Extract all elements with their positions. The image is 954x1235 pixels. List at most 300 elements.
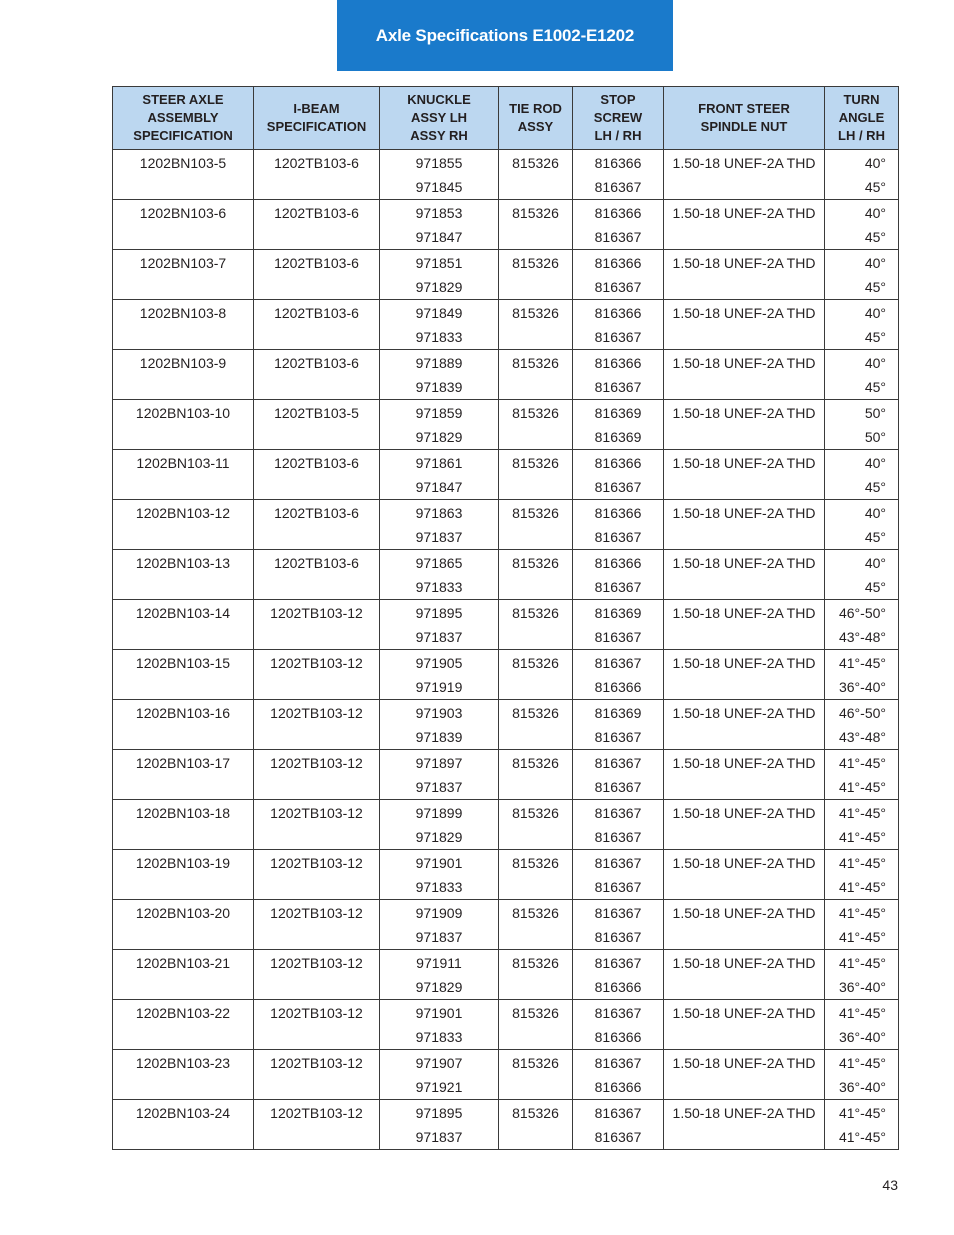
table-row bbox=[113, 250, 899, 276]
header-knuckle: KNUCKLE ASSY LH ASSY RH bbox=[380, 87, 499, 150]
stop-screw-lh-cell: 816366 bbox=[573, 150, 664, 176]
stop-screw-lh-cell: 816366 bbox=[573, 350, 664, 376]
knuckle-rh-cell: 971829 bbox=[380, 825, 499, 850]
turn-angle-lh-cell: 41°-45° bbox=[825, 900, 899, 926]
i-beam-cell-empty bbox=[254, 975, 380, 1000]
i-beam-cell-empty bbox=[254, 875, 380, 900]
i-beam-cell: 1202TB103-12 bbox=[254, 950, 380, 976]
tie-rod-cell: 815326 bbox=[499, 450, 573, 476]
turn-angle-rh-cell: 41°-45° bbox=[825, 775, 899, 800]
table-row bbox=[113, 200, 899, 226]
tie-rod-cell: 815326 bbox=[499, 400, 573, 426]
i-beam-cell-empty bbox=[254, 475, 380, 500]
assembly-cell-empty bbox=[113, 775, 254, 800]
assembly-cell-empty bbox=[113, 975, 254, 1000]
tie-rod-cell-empty bbox=[499, 825, 573, 850]
tie-rod-cell-empty bbox=[499, 225, 573, 250]
spindle-nut-cell-empty bbox=[664, 775, 825, 800]
tie-rod-cell: 815326 bbox=[499, 200, 573, 226]
spindle-nut-cell-empty bbox=[664, 1025, 825, 1050]
turn-angle-lh-cell: 41°-45° bbox=[825, 850, 899, 876]
turn-angle-lh-cell: 41°-45° bbox=[825, 750, 899, 776]
assembly-cell: 1202BN103-24 bbox=[113, 1100, 254, 1126]
i-beam-cell: 1202TB103-6 bbox=[254, 450, 380, 476]
tie-rod-cell-empty bbox=[499, 175, 573, 200]
table-row bbox=[113, 300, 899, 326]
table-row-continuation bbox=[113, 1125, 899, 1150]
spindle-nut-cell: 1.50-18 UNEF-2A THD bbox=[664, 1000, 825, 1026]
spindle-nut-cell: 1.50-18 UNEF-2A THD bbox=[664, 300, 825, 326]
i-beam-cell: 1202TB103-12 bbox=[254, 600, 380, 626]
table-row-continuation bbox=[113, 325, 899, 350]
turn-angle-lh-cell: 41°-45° bbox=[825, 950, 899, 976]
stop-screw-rh-cell: 816367 bbox=[573, 475, 664, 500]
assembly-cell-empty bbox=[113, 575, 254, 600]
spindle-nut-cell-empty bbox=[664, 475, 825, 500]
spindle-nut-cell: 1.50-18 UNEF-2A THD bbox=[664, 250, 825, 276]
assembly-cell-empty bbox=[113, 925, 254, 950]
table-row-continuation bbox=[113, 775, 899, 800]
i-beam-cell-empty bbox=[254, 575, 380, 600]
knuckle-rh-cell: 971839 bbox=[380, 375, 499, 400]
tie-rod-cell-empty bbox=[499, 1025, 573, 1050]
table-row-continuation bbox=[113, 1025, 899, 1050]
tie-rod-cell-empty bbox=[499, 1125, 573, 1150]
i-beam-cell: 1202TB103-6 bbox=[254, 500, 380, 526]
spindle-nut-cell: 1.50-18 UNEF-2A THD bbox=[664, 700, 825, 726]
spindle-nut-cell-empty bbox=[664, 225, 825, 250]
stop-screw-lh-cell: 816369 bbox=[573, 700, 664, 726]
stop-screw-lh-cell: 816366 bbox=[573, 500, 664, 526]
i-beam-cell: 1202TB103-6 bbox=[254, 550, 380, 576]
table-row bbox=[113, 850, 899, 876]
table-row-continuation bbox=[113, 225, 899, 250]
stop-screw-rh-cell: 816367 bbox=[573, 825, 664, 850]
turn-angle-lh-cell: 41°-45° bbox=[825, 800, 899, 826]
knuckle-rh-cell: 971837 bbox=[380, 625, 499, 650]
tie-rod-cell-empty bbox=[499, 425, 573, 450]
table-row-continuation bbox=[113, 625, 899, 650]
stop-screw-lh-cell: 816369 bbox=[573, 400, 664, 426]
spindle-nut-cell-empty bbox=[664, 675, 825, 700]
tie-rod-cell-empty bbox=[499, 925, 573, 950]
table-row bbox=[113, 900, 899, 926]
knuckle-lh-cell: 971903 bbox=[380, 700, 499, 726]
stop-screw-lh-cell: 816367 bbox=[573, 650, 664, 676]
assembly-cell-empty bbox=[113, 325, 254, 350]
table-row-continuation bbox=[113, 725, 899, 750]
spindle-nut-cell-empty bbox=[664, 825, 825, 850]
tie-rod-cell-empty bbox=[499, 375, 573, 400]
turn-angle-rh-cell: 41°-45° bbox=[825, 1125, 899, 1150]
tie-rod-cell: 815326 bbox=[499, 900, 573, 926]
spindle-nut-cell-empty bbox=[664, 325, 825, 350]
knuckle-lh-cell: 971901 bbox=[380, 850, 499, 876]
stop-screw-rh-cell: 816366 bbox=[573, 1025, 664, 1050]
stop-screw-lh-cell: 816369 bbox=[573, 600, 664, 626]
turn-angle-rh-cell: 45° bbox=[825, 175, 899, 200]
stop-screw-lh-cell: 816367 bbox=[573, 1000, 664, 1026]
table-body bbox=[113, 150, 899, 1150]
tie-rod-cell: 815326 bbox=[499, 150, 573, 176]
table-row bbox=[113, 750, 899, 776]
stop-screw-rh-cell: 816366 bbox=[573, 1075, 664, 1100]
spindle-nut-cell: 1.50-18 UNEF-2A THD bbox=[664, 350, 825, 376]
assembly-cell-empty bbox=[113, 1125, 254, 1150]
tie-rod-cell: 815326 bbox=[499, 600, 573, 626]
turn-angle-rh-cell: 36°-40° bbox=[825, 675, 899, 700]
i-beam-cell: 1202TB103-12 bbox=[254, 900, 380, 926]
assembly-cell-empty bbox=[113, 475, 254, 500]
spindle-nut-cell: 1.50-18 UNEF-2A THD bbox=[664, 650, 825, 676]
table-row-continuation bbox=[113, 1075, 899, 1100]
assembly-cell-empty bbox=[113, 275, 254, 300]
turn-angle-lh-cell: 46°-50° bbox=[825, 700, 899, 726]
stop-screw-lh-cell: 816366 bbox=[573, 300, 664, 326]
assembly-cell: 1202BN103-12 bbox=[113, 500, 254, 526]
turn-angle-rh-cell: 41°-45° bbox=[825, 925, 899, 950]
i-beam-cell-empty bbox=[254, 675, 380, 700]
assembly-cell-empty bbox=[113, 625, 254, 650]
assembly-cell: 1202BN103-17 bbox=[113, 750, 254, 776]
i-beam-cell-empty bbox=[254, 825, 380, 850]
page-title bbox=[337, 0, 673, 71]
i-beam-cell: 1202TB103-12 bbox=[254, 1000, 380, 1026]
table-row-continuation bbox=[113, 925, 899, 950]
axle-spec-table bbox=[112, 86, 899, 1150]
knuckle-rh-cell: 971829 bbox=[380, 975, 499, 1000]
turn-angle-rh-cell: 45° bbox=[825, 475, 899, 500]
assembly-cell-empty bbox=[113, 375, 254, 400]
tie-rod-cell: 815326 bbox=[499, 250, 573, 276]
assembly-cell-empty bbox=[113, 225, 254, 250]
knuckle-lh-cell: 971855 bbox=[380, 150, 499, 176]
stop-screw-rh-cell: 816367 bbox=[573, 875, 664, 900]
assembly-cell-empty bbox=[113, 425, 254, 450]
tie-rod-cell: 815326 bbox=[499, 1100, 573, 1126]
knuckle-lh-cell: 971853 bbox=[380, 200, 499, 226]
header-turn-angle: TURN ANGLE LH / RH bbox=[825, 87, 899, 150]
stop-screw-lh-cell: 816367 bbox=[573, 950, 664, 976]
turn-angle-rh-cell: 45° bbox=[825, 225, 899, 250]
knuckle-rh-cell: 971837 bbox=[380, 525, 499, 550]
table-row-continuation bbox=[113, 575, 899, 600]
table-row-continuation bbox=[113, 875, 899, 900]
knuckle-lh-cell: 971899 bbox=[380, 800, 499, 826]
table-row-continuation bbox=[113, 475, 899, 500]
stop-screw-rh-cell: 816366 bbox=[573, 975, 664, 1000]
assembly-cell-empty bbox=[113, 1075, 254, 1100]
page-number: 43 bbox=[882, 1177, 898, 1193]
turn-angle-rh-cell: 50° bbox=[825, 425, 899, 450]
turn-angle-lh-cell: 41°-45° bbox=[825, 1050, 899, 1076]
stop-screw-lh-cell: 816366 bbox=[573, 450, 664, 476]
knuckle-rh-cell: 971847 bbox=[380, 475, 499, 500]
i-beam-cell-empty bbox=[254, 925, 380, 950]
spindle-nut-cell: 1.50-18 UNEF-2A THD bbox=[664, 400, 825, 426]
assembly-cell: 1202BN103-5 bbox=[113, 150, 254, 176]
assembly-cell: 1202BN103-15 bbox=[113, 650, 254, 676]
i-beam-cell-empty bbox=[254, 325, 380, 350]
tie-rod-cell-empty bbox=[499, 775, 573, 800]
i-beam-cell-empty bbox=[254, 175, 380, 200]
tie-rod-cell-empty bbox=[499, 975, 573, 1000]
assembly-cell: 1202BN103-22 bbox=[113, 1000, 254, 1026]
tie-rod-cell-empty bbox=[499, 525, 573, 550]
i-beam-cell: 1202TB103-5 bbox=[254, 400, 380, 426]
knuckle-lh-cell: 971849 bbox=[380, 300, 499, 326]
knuckle-rh-cell: 971919 bbox=[380, 675, 499, 700]
i-beam-cell-empty bbox=[254, 1025, 380, 1050]
assembly-cell: 1202BN103-6 bbox=[113, 200, 254, 226]
assembly-cell-empty bbox=[113, 1025, 254, 1050]
stop-screw-rh-cell: 816367 bbox=[573, 725, 664, 750]
spindle-nut-cell-empty bbox=[664, 1125, 825, 1150]
stop-screw-rh-cell: 816367 bbox=[573, 175, 664, 200]
stop-screw-rh-cell: 816367 bbox=[573, 575, 664, 600]
spindle-nut-cell-empty bbox=[664, 875, 825, 900]
stop-screw-rh-cell: 816367 bbox=[573, 225, 664, 250]
i-beam-cell: 1202TB103-12 bbox=[254, 750, 380, 776]
i-beam-cell-empty bbox=[254, 625, 380, 650]
assembly-cell-empty bbox=[113, 175, 254, 200]
turn-angle-lh-cell: 40° bbox=[825, 150, 899, 176]
knuckle-rh-cell: 971829 bbox=[380, 275, 499, 300]
spindle-nut-cell-empty bbox=[664, 375, 825, 400]
spindle-nut-cell: 1.50-18 UNEF-2A THD bbox=[664, 500, 825, 526]
tie-rod-cell: 815326 bbox=[499, 850, 573, 876]
spindle-nut-cell-empty bbox=[664, 275, 825, 300]
i-beam-cell: 1202TB103-12 bbox=[254, 1050, 380, 1076]
tie-rod-cell: 815326 bbox=[499, 500, 573, 526]
i-beam-cell-empty bbox=[254, 525, 380, 550]
table-row-continuation bbox=[113, 975, 899, 1000]
stop-screw-lh-cell: 816367 bbox=[573, 1050, 664, 1076]
knuckle-rh-cell: 971839 bbox=[380, 725, 499, 750]
i-beam-cell-empty bbox=[254, 775, 380, 800]
spindle-nut-cell-empty bbox=[664, 975, 825, 1000]
table-row bbox=[113, 1000, 899, 1026]
i-beam-cell-empty bbox=[254, 275, 380, 300]
tie-rod-cell-empty bbox=[499, 725, 573, 750]
table-row-continuation bbox=[113, 675, 899, 700]
table-row bbox=[113, 600, 899, 626]
knuckle-rh-cell: 971845 bbox=[380, 175, 499, 200]
stop-screw-lh-cell: 816367 bbox=[573, 800, 664, 826]
table-row bbox=[113, 650, 899, 676]
i-beam-cell-empty bbox=[254, 1125, 380, 1150]
knuckle-rh-cell: 971833 bbox=[380, 875, 499, 900]
tie-rod-cell: 815326 bbox=[499, 1050, 573, 1076]
knuckle-lh-cell: 971859 bbox=[380, 400, 499, 426]
turn-angle-rh-cell: 41°-45° bbox=[825, 875, 899, 900]
stop-screw-rh-cell: 816367 bbox=[573, 325, 664, 350]
table-row-continuation bbox=[113, 275, 899, 300]
header-i-beam: I-BEAM SPECIFICATION bbox=[254, 87, 380, 150]
tie-rod-cell-empty bbox=[499, 475, 573, 500]
spindle-nut-cell: 1.50-18 UNEF-2A THD bbox=[664, 600, 825, 626]
table-row bbox=[113, 800, 899, 826]
tie-rod-cell: 815326 bbox=[499, 300, 573, 326]
knuckle-lh-cell: 971895 bbox=[380, 600, 499, 626]
stop-screw-lh-cell: 816366 bbox=[573, 200, 664, 226]
turn-angle-lh-cell: 41°-45° bbox=[825, 1100, 899, 1126]
assembly-cell: 1202BN103-7 bbox=[113, 250, 254, 276]
turn-angle-rh-cell: 45° bbox=[825, 275, 899, 300]
stop-screw-rh-cell: 816367 bbox=[573, 525, 664, 550]
knuckle-rh-cell: 971847 bbox=[380, 225, 499, 250]
i-beam-cell: 1202TB103-6 bbox=[254, 150, 380, 176]
i-beam-cell-empty bbox=[254, 425, 380, 450]
assembly-cell: 1202BN103-21 bbox=[113, 950, 254, 976]
tie-rod-cell-empty bbox=[499, 625, 573, 650]
turn-angle-lh-cell: 41°-45° bbox=[825, 650, 899, 676]
turn-angle-rh-cell: 45° bbox=[825, 375, 899, 400]
page-title-text: Axle Specifications E1002-E1202 bbox=[375, 25, 635, 45]
turn-angle-rh-cell: 41°-45° bbox=[825, 825, 899, 850]
header-tie-rod: TIE ROD ASSY bbox=[499, 87, 573, 150]
assembly-cell-empty bbox=[113, 675, 254, 700]
tie-rod-cell: 815326 bbox=[499, 550, 573, 576]
assembly-cell: 1202BN103-13 bbox=[113, 550, 254, 576]
assembly-cell-empty bbox=[113, 525, 254, 550]
knuckle-lh-cell: 971907 bbox=[380, 1050, 499, 1076]
table-row bbox=[113, 400, 899, 426]
spindle-nut-cell: 1.50-18 UNEF-2A THD bbox=[664, 1050, 825, 1076]
table-row bbox=[113, 350, 899, 376]
turn-angle-lh-cell: 40° bbox=[825, 450, 899, 476]
table-row-continuation bbox=[113, 825, 899, 850]
turn-angle-rh-cell: 45° bbox=[825, 325, 899, 350]
spindle-nut-cell-empty bbox=[664, 925, 825, 950]
stop-screw-lh-cell: 816367 bbox=[573, 750, 664, 776]
spindle-nut-cell-empty bbox=[664, 625, 825, 650]
knuckle-rh-cell: 971837 bbox=[380, 925, 499, 950]
turn-angle-rh-cell: 36°-40° bbox=[825, 1025, 899, 1050]
turn-angle-lh-cell: 40° bbox=[825, 250, 899, 276]
tie-rod-cell-empty bbox=[499, 275, 573, 300]
assembly-cell: 1202BN103-11 bbox=[113, 450, 254, 476]
i-beam-cell-empty bbox=[254, 225, 380, 250]
knuckle-rh-cell: 971829 bbox=[380, 425, 499, 450]
knuckle-lh-cell: 971911 bbox=[380, 950, 499, 976]
assembly-cell-empty bbox=[113, 875, 254, 900]
turn-angle-lh-cell: 46°-50° bbox=[825, 600, 899, 626]
table-row bbox=[113, 700, 899, 726]
i-beam-cell-empty bbox=[254, 375, 380, 400]
spindle-nut-cell: 1.50-18 UNEF-2A THD bbox=[664, 550, 825, 576]
knuckle-lh-cell: 971897 bbox=[380, 750, 499, 776]
knuckle-rh-cell: 971921 bbox=[380, 1075, 499, 1100]
turn-angle-rh-cell: 36°-40° bbox=[825, 975, 899, 1000]
stop-screw-lh-cell: 816366 bbox=[573, 250, 664, 276]
assembly-cell: 1202BN103-8 bbox=[113, 300, 254, 326]
table-row bbox=[113, 1100, 899, 1126]
knuckle-lh-cell: 971863 bbox=[380, 500, 499, 526]
table-row-continuation bbox=[113, 425, 899, 450]
knuckle-rh-cell: 971837 bbox=[380, 775, 499, 800]
tie-rod-cell: 815326 bbox=[499, 1000, 573, 1026]
i-beam-cell: 1202TB103-12 bbox=[254, 800, 380, 826]
stop-screw-lh-cell: 816366 bbox=[573, 550, 664, 576]
knuckle-lh-cell: 971901 bbox=[380, 1000, 499, 1026]
spindle-nut-cell: 1.50-18 UNEF-2A THD bbox=[664, 800, 825, 826]
knuckle-lh-cell: 971895 bbox=[380, 1100, 499, 1126]
table-row bbox=[113, 150, 899, 176]
tie-rod-cell-empty bbox=[499, 675, 573, 700]
assembly-cell: 1202BN103-18 bbox=[113, 800, 254, 826]
spindle-nut-cell-empty bbox=[664, 575, 825, 600]
stop-screw-rh-cell: 816367 bbox=[573, 625, 664, 650]
assembly-cell: 1202BN103-14 bbox=[113, 600, 254, 626]
spindle-nut-cell: 1.50-18 UNEF-2A THD bbox=[664, 1100, 825, 1126]
header-steer-axle-assembly: STEER AXLE ASSEMBLY SPECIFICATION bbox=[113, 87, 254, 150]
knuckle-lh-cell: 971861 bbox=[380, 450, 499, 476]
stop-screw-lh-cell: 816367 bbox=[573, 900, 664, 926]
table-row bbox=[113, 1050, 899, 1076]
header-spindle-nut: FRONT STEER SPINDLE NUT bbox=[664, 87, 825, 150]
spindle-nut-cell-empty bbox=[664, 725, 825, 750]
i-beam-cell-empty bbox=[254, 725, 380, 750]
turn-angle-lh-cell: 40° bbox=[825, 350, 899, 376]
turn-angle-lh-cell: 40° bbox=[825, 550, 899, 576]
i-beam-cell: 1202TB103-6 bbox=[254, 300, 380, 326]
spindle-nut-cell-empty bbox=[664, 525, 825, 550]
table-row bbox=[113, 550, 899, 576]
spindle-nut-cell-empty bbox=[664, 175, 825, 200]
knuckle-rh-cell: 971833 bbox=[380, 325, 499, 350]
turn-angle-rh-cell: 45° bbox=[825, 575, 899, 600]
header-stop-screw: STOP SCREW LH / RH bbox=[573, 87, 664, 150]
tie-rod-cell-empty bbox=[499, 875, 573, 900]
i-beam-cell: 1202TB103-12 bbox=[254, 850, 380, 876]
turn-angle-rh-cell: 43°-48° bbox=[825, 725, 899, 750]
i-beam-cell: 1202TB103-12 bbox=[254, 700, 380, 726]
i-beam-cell: 1202TB103-6 bbox=[254, 250, 380, 276]
stop-screw-rh-cell: 816367 bbox=[573, 925, 664, 950]
assembly-cell-empty bbox=[113, 825, 254, 850]
knuckle-rh-cell: 971833 bbox=[380, 575, 499, 600]
spindle-nut-cell: 1.50-18 UNEF-2A THD bbox=[664, 850, 825, 876]
assembly-cell: 1202BN103-23 bbox=[113, 1050, 254, 1076]
tie-rod-cell-empty bbox=[499, 575, 573, 600]
knuckle-lh-cell: 971851 bbox=[380, 250, 499, 276]
turn-angle-rh-cell: 45° bbox=[825, 525, 899, 550]
knuckle-rh-cell: 971837 bbox=[380, 1125, 499, 1150]
spindle-nut-cell: 1.50-18 UNEF-2A THD bbox=[664, 450, 825, 476]
table-row-continuation bbox=[113, 375, 899, 400]
i-beam-cell: 1202TB103-6 bbox=[254, 350, 380, 376]
assembly-cell: 1202BN103-10 bbox=[113, 400, 254, 426]
spindle-nut-cell: 1.50-18 UNEF-2A THD bbox=[664, 900, 825, 926]
stop-screw-rh-cell: 816367 bbox=[573, 375, 664, 400]
turn-angle-lh-cell: 40° bbox=[825, 500, 899, 526]
turn-angle-lh-cell: 40° bbox=[825, 200, 899, 226]
i-beam-cell: 1202TB103-12 bbox=[254, 1100, 380, 1126]
turn-angle-lh-cell: 40° bbox=[825, 300, 899, 326]
knuckle-lh-cell: 971909 bbox=[380, 900, 499, 926]
tie-rod-cell-empty bbox=[499, 325, 573, 350]
stop-screw-rh-cell: 816367 bbox=[573, 775, 664, 800]
table-row-continuation bbox=[113, 175, 899, 200]
stop-screw-rh-cell: 816366 bbox=[573, 675, 664, 700]
spindle-nut-cell: 1.50-18 UNEF-2A THD bbox=[664, 200, 825, 226]
tie-rod-cell: 815326 bbox=[499, 800, 573, 826]
tie-rod-cell-empty bbox=[499, 1075, 573, 1100]
knuckle-lh-cell: 971889 bbox=[380, 350, 499, 376]
spindle-nut-cell-empty bbox=[664, 425, 825, 450]
assembly-cell: 1202BN103-9 bbox=[113, 350, 254, 376]
